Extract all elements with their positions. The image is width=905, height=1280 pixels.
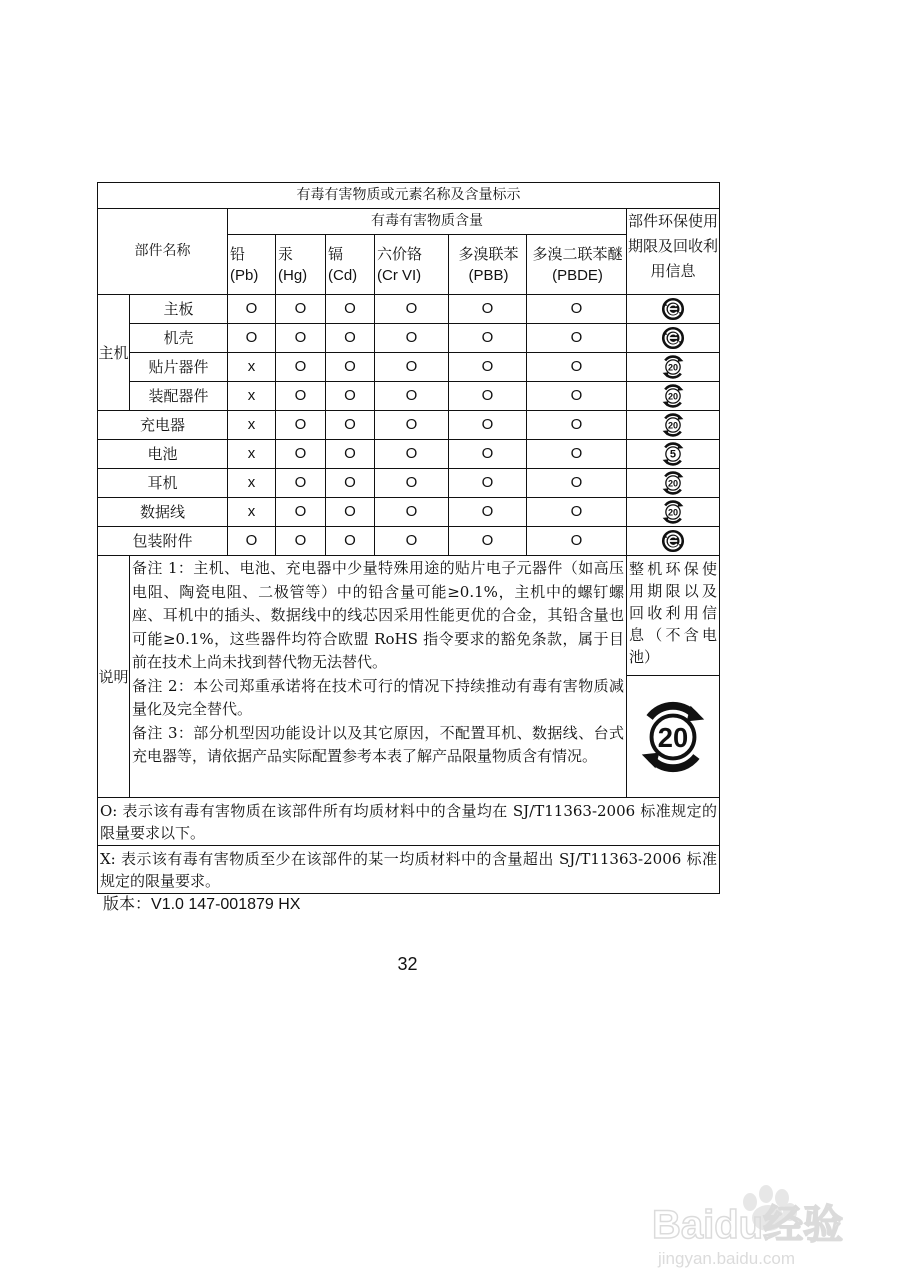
watermark-brand: Baidu经验 [652,1203,844,1247]
efup-cell [627,324,720,353]
substance-content-header: 有毒有害物质含量 [228,209,627,235]
table-row [98,324,720,353]
e-recycle-icon [660,296,686,322]
substance-value: O [527,353,627,382]
legend-o: O: 表示该有毒有害物质在该部件所有均质材料中的含量均在 SJ/T11363-2006 标准规定的限量要求以下。 [98,798,720,846]
substance-value: O [326,469,375,498]
substance-value: O [527,411,627,440]
watermark-url: jingyan.baidu.com [658,1249,796,1268]
substance-value: x [228,469,276,498]
table-row [98,295,720,324]
element-header [276,235,326,295]
element-header [326,235,375,295]
element-header [375,235,449,295]
element-name: 多溴二联苯醚 [532,244,623,263]
efup-20-icon [634,698,712,776]
substance-value: O [276,527,326,556]
substance-value: O [449,324,527,353]
part-name: 包装附件 [98,527,228,556]
svg-text:20: 20 [667,362,679,373]
efup-cell [627,498,720,527]
efup-cell [627,295,720,324]
substance-value: O [276,353,326,382]
svg-text:20: 20 [667,420,679,431]
part-name: 装配器件 [130,382,228,411]
svg-text:20: 20 [667,391,679,402]
hazardous-substance-table [97,182,720,894]
table-row [98,498,720,527]
substance-value: O [449,440,527,469]
substance-value: O [449,353,527,382]
substance-value: O [449,527,527,556]
notes-label: 说明 [98,556,130,798]
substance-value: O [375,411,449,440]
substance-value: O [276,440,326,469]
efup-20-icon [660,499,686,525]
e-recycle-icon [660,325,686,351]
efup-cell [627,440,720,469]
substance-value: O [326,353,375,382]
svg-text:20: 20 [657,721,689,753]
efup-20-icon [660,470,686,496]
element-header [228,235,276,295]
efup-cell [627,527,720,556]
efup-header: 部件环保使用期限及回收利用信息 [627,209,720,295]
note-1: 备注 1：主机、电池、充电器中少量特殊用途的贴片电子元器件（如高压电阻、陶瓷电阻、二极管等）中的铅含量可能≥0.1%，主机中的螺钉螺座、耳机中的插头、数据线中的线芯因采用性能更优的合金，其铅含量也可能≥0.1%，这些器件均符合欧盟 RoHS 指令要求的豁免条款，属于目前在技术上尚未找到替代物无法替代。 [132,559,624,671]
baidu-jingyan-watermark [640,1180,870,1270]
substance-value: O [375,440,449,469]
element-name: 铅 [230,244,246,263]
substance-value: O [375,382,449,411]
table-title: 有毒有害物质或元素名称及含量标示 [98,183,720,209]
substance-value: O [375,527,449,556]
element-header [527,235,627,295]
substance-value: O [326,411,375,440]
part-name: 贴片器件 [130,353,228,382]
substance-value: O [449,382,527,411]
substance-value: O [326,324,375,353]
substance-value: O [276,498,326,527]
substance-value: x [228,353,276,382]
substance-value: O [527,527,627,556]
substance-value: x [228,382,276,411]
version-value: V1.0 147-001879 HX [151,896,301,913]
substance-value: O [375,469,449,498]
e-recycle-icon [660,528,686,554]
part-name: 充电器 [98,411,228,440]
element-name: 多溴联苯 [458,244,519,263]
substance-value: O [527,498,627,527]
table-row [98,353,720,382]
whole-period-text: 整机环保使用期限以及回收利用信息（不含电池） [627,556,720,676]
substance-value: O [527,440,627,469]
part-name: 机壳 [130,324,228,353]
efup-20-icon [660,412,686,438]
substance-value: O [326,527,375,556]
substance-value: x [228,411,276,440]
notes-cell [130,556,627,798]
substance-value: x [228,440,276,469]
svg-text:20: 20 [667,507,679,518]
efup-cell [627,469,720,498]
substance-value: O [527,324,627,353]
efup-cell [627,411,720,440]
part-name: 耳机 [98,469,228,498]
version-line [103,891,300,914]
table-row [98,440,720,469]
substance-value: O [375,353,449,382]
efup-cell [627,382,720,411]
element-header [449,235,527,295]
element-name: 六价铬 [377,244,423,263]
substance-value: O [276,324,326,353]
substance-value: O [228,295,276,324]
substance-value: O [228,527,276,556]
substance-value: O [276,469,326,498]
big-efup-cell [627,676,720,798]
element-symbol: (Hg) [278,266,308,284]
note-3: 备注 3：部分机型因功能设计以及其它原因，不配置耳机、数据线、台式充电器等，请依据产品实际配置参考本表了解产品限量物质含有情况。 [132,723,624,765]
substance-value: O [276,295,326,324]
substance-value: O [326,382,375,411]
version-prefix: 版本： [103,894,152,913]
substance-value: O [449,295,527,324]
note-2: 备注 2：本公司郑重承诺将在技术可行的情况下持续推动有毒有害物质减量化及完全替代。 [132,676,624,718]
table-row [98,382,720,411]
substance-value: O [449,498,527,527]
svg-text:5: 5 [669,448,677,461]
element-name: 镉 [328,244,344,263]
substance-value: O [527,382,627,411]
substance-value: O [527,295,627,324]
substance-value: O [228,324,276,353]
svg-text:20: 20 [667,478,679,489]
table-row [98,469,720,498]
element-symbol: (PBDE) [552,266,603,284]
efup-5-icon [660,441,686,467]
element-name: 汞 [278,244,294,263]
substance-value: O [326,295,375,324]
part-name: 数据线 [98,498,228,527]
part-name: 主板 [130,295,228,324]
efup-20-icon [660,383,686,409]
substance-value: O [375,295,449,324]
element-symbol: (Cd) [328,266,358,284]
page-number: 32 [397,954,418,974]
substance-value: O [449,469,527,498]
substance-value: O [276,411,326,440]
efup-cell [627,353,720,382]
group-label-host: 主机 [98,295,130,411]
legend-x: X: 表示该有毒有害物质至少在该部件的某一均质材料中的含量超出 SJ/T11363-2006 标准规定的限量要求。 [98,846,720,894]
element-symbol: (Cr VI) [377,266,422,284]
element-symbol: (PBB) [468,266,509,284]
efup-20-icon [660,354,686,380]
substance-value: x [228,498,276,527]
substance-value: O [326,440,375,469]
substance-value: O [375,498,449,527]
substance-value: O [527,469,627,498]
substance-value: O [449,411,527,440]
part-name-header: 部件名称 [98,209,228,295]
substance-value: O [276,382,326,411]
element-symbol: (Pb) [230,266,259,284]
part-name: 电池 [98,440,228,469]
substance-value: O [375,324,449,353]
substance-value: O [326,498,375,527]
table-row [98,527,720,556]
table-row [98,411,720,440]
